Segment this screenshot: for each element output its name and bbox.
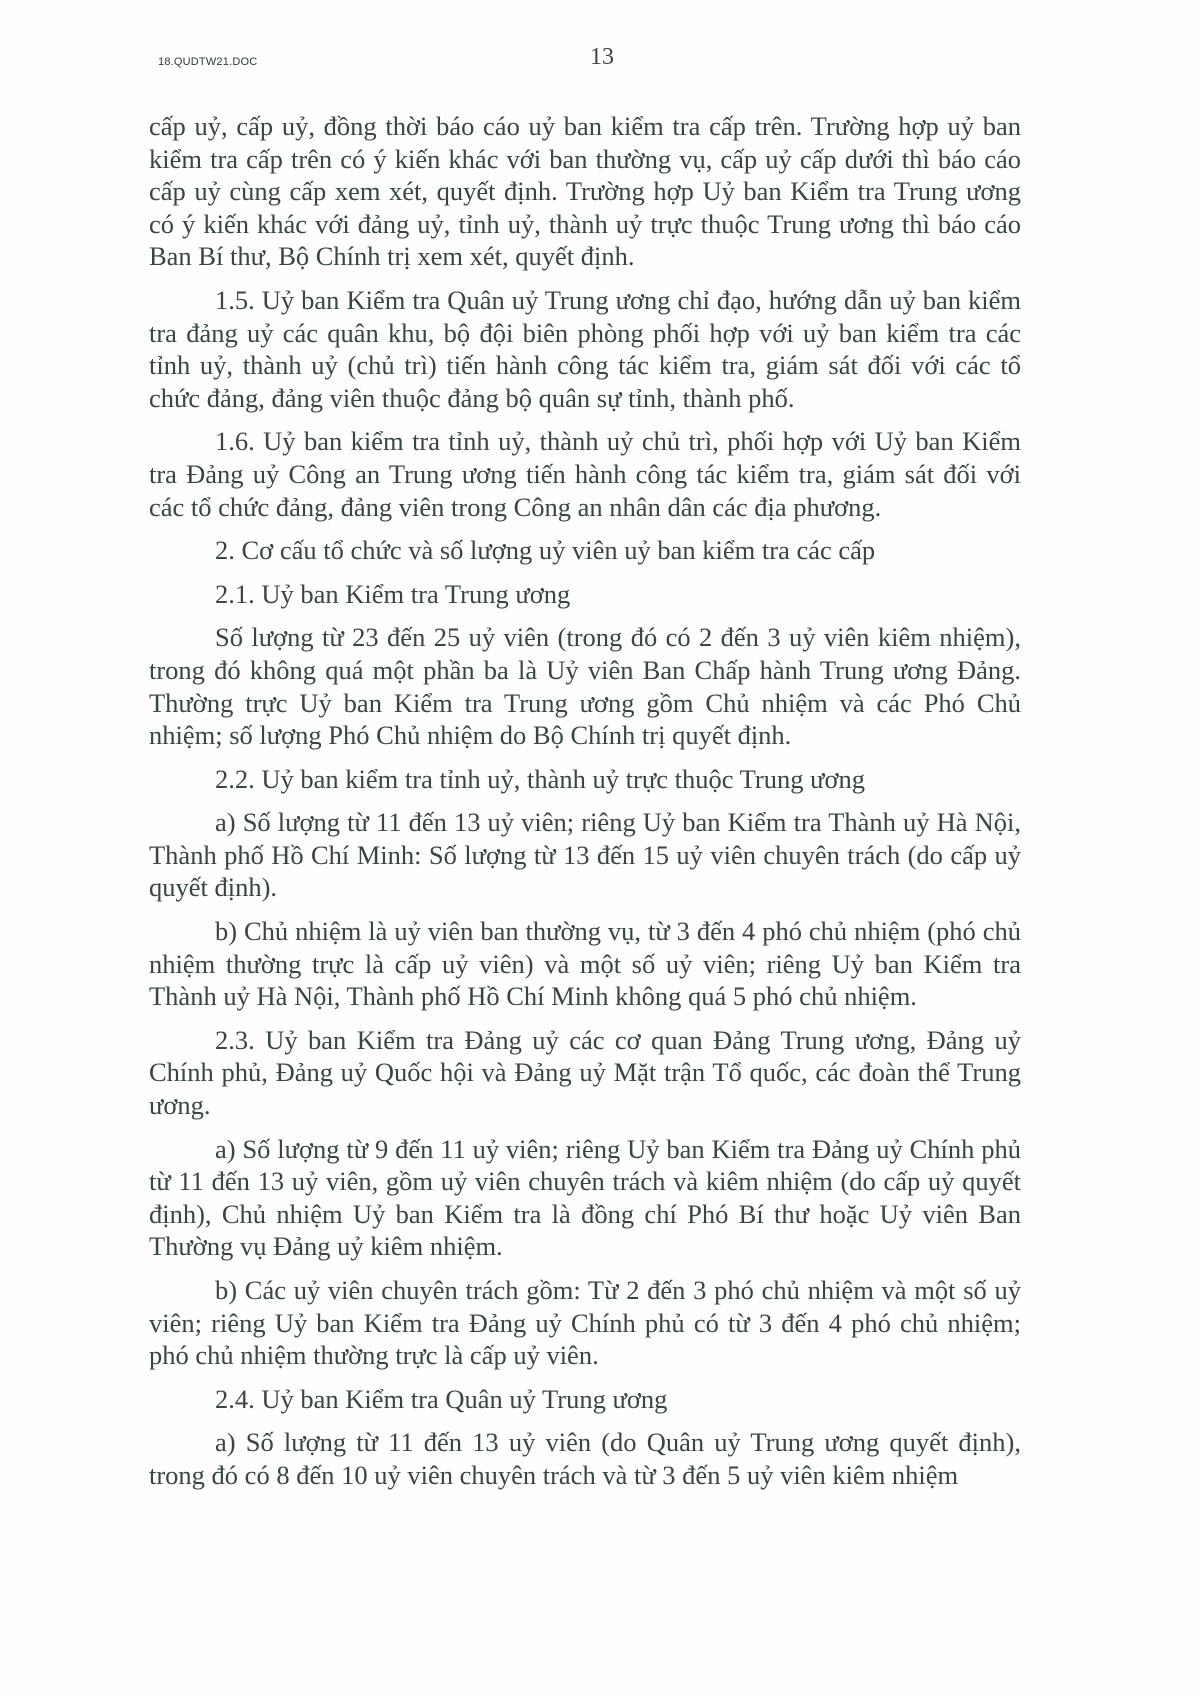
section-heading-2-1: 2.1. Uỷ ban Kiểm tra Trung ương <box>215 578 571 609</box>
document-body <box>149 110 1021 1503</box>
page-number: 13 <box>590 44 614 70</box>
section-heading-2-4: 2.4. Uỷ ban Kiểm tra Quân uỷ Trung ương <box>215 1383 668 1414</box>
paragraph-2-1: Số lượng từ 23 đến 25 uỷ viên (trong đó có 2 đến 3 uỷ viên kiêm nhiệm), trong đó không quá một phần ba là Uỷ viên Ban Chấp hành Trung ương Đảng. Thường trực Uỷ ban Kiểm tra Trung ương gồm Chủ nhiệm và các Phó Chủ nhiệm; số lượng Phó Chủ nhiệm do Bộ Chính trị quyết định. <box>149 622 1021 751</box>
paragraph-2-3-b: b) Các uỷ viên chuyên trách gồm: Từ 2 đến 3 phó chủ nhiệm và một số uỷ viên; riêng Uỷ ban Kiểm tra Đảng uỷ Chính phủ có từ 3 đến 4 phó chủ nhiệm; phó chủ nhiệm thường trực là cấp uỷ viên. <box>149 1275 1021 1371</box>
paragraph-2-2-a: a) Số lượng từ 11 đến 13 uỷ viên; riêng Uỷ ban Kiểm tra Thành uỷ Hà Nội, Thành phố Hồ Chí Minh: Số lượng từ 13 đến 15 uỷ viên chuyên trách (do cấp uỷ quyết định). <box>149 807 1021 903</box>
paragraph-continuation: cấp uỷ, cấp uỷ, đồng thời báo cáo uỷ ban kiểm tra cấp trên. Trường hợp uỷ ban kiểm tra cấp trên có ý kiến khác với ban thường vụ, cấp uỷ cấp dưới thì báo cáo cấp uỷ cùng cấp xem xét, quyết định. Trường hợp Uỷ ban Kiểm tra Trung ương có ý kiến khác với đảng uỷ, tỉnh uỷ, thành uỷ trực thuộc Trung ương thì báo cáo Ban Bí thư, Bộ Chính trị xem xét, quyết định. <box>149 111 1021 272</box>
paragraph-2-3-a: a) Số lượng từ 9 đến 11 uỷ viên; riêng Uỷ ban Kiểm tra Đảng uỷ Chính phủ từ 11 đến 13 uỷ viên, gồm uỷ viên chuyên trách và kiêm nhiệm (do cấp uỷ quyết định), Chủ nhiệm Uỷ ban Kiểm tra là đồng chí Phó Bí thư hoặc Uỷ viên Ban Thường vụ Đảng uỷ kiêm nhiệm. <box>149 1133 1021 1262</box>
paragraph-1-5: 1.5. Uỷ ban Kiểm tra Quân uỷ Trung ương chỉ đạo, hướng dẫn uỷ ban kiểm tra đảng uỷ các quân khu, bộ đội biên phòng phối hợp với uỷ ban kiểm tra các tỉnh uỷ, thành uỷ (chủ trì) tiến hành công tác kiểm tra, giám sát đối với các tổ chức đảng, đảng viên thuộc đảng bộ quân sự tỉnh, thành phố. <box>149 284 1021 413</box>
paragraph-2-4-a: a) Số lượng từ 11 đến 13 uỷ viên (do Quân uỷ Trung ương quyết định), trong đó có 8 đến 10 uỷ viên chuyên trách và từ 3 đến 5 uỷ viên kiêm nhiệm <box>149 1427 1021 1490</box>
section-heading-2: 2. Cơ cấu tổ chức và số lượng uỷ viên uỷ ban kiểm tra các cấp <box>215 535 876 566</box>
document-file-name: 18.QUDTW21.DOC <box>158 56 258 68</box>
paragraph-1-6: 1.6. Uỷ ban kiểm tra tỉnh uỷ, thành uỷ chủ trì, phối hợp với Uỷ ban Kiểm tra Đảng uỷ Công an Trung ương tiến hành công tác kiểm tra, giám sát đối với các tổ chức đảng, đảng viên trong Công an nhân dân các địa phương. <box>149 426 1021 522</box>
section-heading-2-3: 2.3. Uỷ ban Kiểm tra Đảng uỷ các cơ quan Đảng Trung ương, Đảng uỷ Chính phủ, Đảng uỷ Quốc hội và Đảng uỷ Mặt trận Tổ quốc, các đoàn thể Trung ương. <box>149 1024 1021 1121</box>
section-heading-2-2: 2.2. Uỷ ban kiểm tra tỉnh uỷ, thành uỷ trực thuộc Trung ương <box>215 763 865 794</box>
paragraph-2-2-b: b) Chủ nhiệm là uỷ viên ban thường vụ, từ 3 đến 4 phó chủ nhiệm (phó chủ nhiệm thường trực là cấp uỷ viên) và một số uỷ viên; riêng Uỷ ban Kiểm tra Thành uỷ Hà Nội, Thành phố Hồ Chí Minh không quá 5 phó chủ nhiệm. <box>149 916 1021 1012</box>
